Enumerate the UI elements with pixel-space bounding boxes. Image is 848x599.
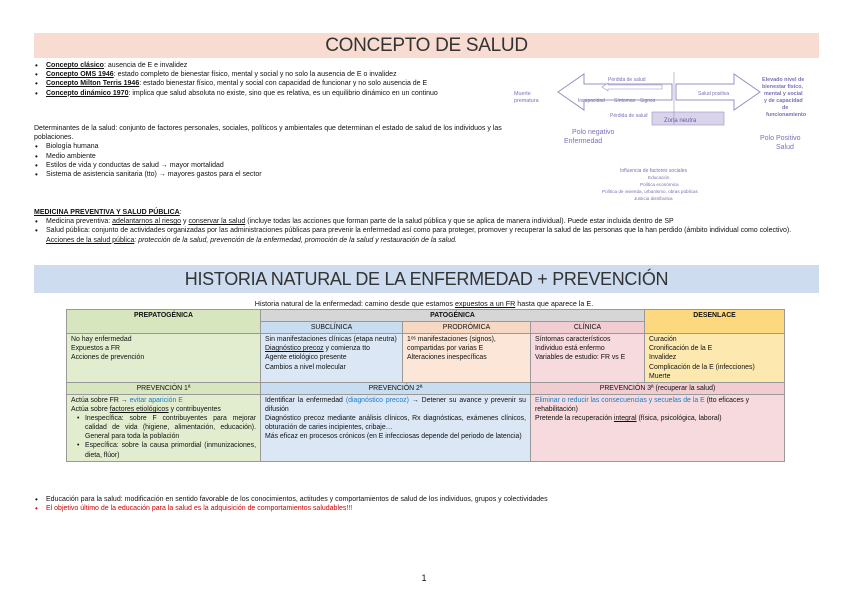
education-goal-item: • El objetivo último de la educación para la salud es la adquisición de comportamientos saludables!!! [34,504,819,513]
determinants-list [34,142,524,179]
signos-label: Signos [640,98,656,104]
medicina-header: MEDICINA PREVENTIVA Y SALUD PÚBLICA [34,209,180,216]
right-label-6: funcionamiento [766,112,807,118]
right-label-2: bienestar físico, [762,84,804,90]
determinant-item: • Medio ambiente [34,152,524,161]
page-number: 1 [421,573,427,583]
cell-prodromica: 1ᵒˢ manifestaciones (signos), compartidas por varias E Alteraciones inespecíficas [403,334,531,383]
cell-prevencion-1: Actúa sobre FR → evitar aparición E Actúa sobre factores etiológicos y contribuyentes • Inespecífica: sobre F contribuyentes para mejorar calidad de vida (higiene, alimentación, educación). General para toda la población • Específica: sobre la causa primordial (inmunizaciones, dieta, flúor) [67,394,261,461]
header-prevencion-2: PREVENCIÓN 2ª [261,382,531,394]
health-continuum-diagram [512,68,818,208]
concept-item: • Concepto clásico: ausencia de E e invalidez [34,61,514,70]
header-subclinica: SUBCLÍNICA [261,322,403,334]
concept-item: • Concepto OMS 1946: estado completo de bienestar físico, mental y social y no solo la ausencia de E o invalidez [34,70,514,79]
polo-positivo-2: Salud [776,144,794,151]
concept-item: • Concepto dinámico 1970: implica que salud absoluta no existe, sino que es relativa, es un equilibrio dinámico en un continuo [34,89,514,98]
influencia-item: Política económica [640,182,679,187]
influencia-item: Educación [648,175,670,180]
cell-desenlace: Curación Cronificación de la E Invalidez Complicación de la E (infecciones) Muerte [645,334,785,383]
right-label-5: de [782,105,789,111]
cell-subclinica: Sin manifestaciones clínicas (etapa neutra) Diagnóstico precoz y comienza tto Agente etiológico presente Cambios a nivel molecular [261,334,403,383]
header-prevencion-1: PREVENCIÓN 1ª [67,382,261,394]
right-label-4: y de capacidad [764,98,803,104]
cell-prepatogenica: No hay enfermedad Expuestos a FR Acciones de prevención [67,334,261,383]
concepts-list [34,61,514,98]
concept-item: • Concepto Milton Terris 1946: estado bienestar físico, mental y social con capacidad de funcionar y no solo ausencia de E [34,79,514,88]
determinant-item: • Sistema de asistencia sanitaria (tto) → mayores gastos para el sector [34,170,524,179]
prev1-sub-item: • Inespecífica: sobre F contribuyentes para mejorar calidad de vida (higiene, alimentación, educación). General para toda la población [77,414,256,441]
determinants-section [34,124,524,179]
right-label-1: Elevado nivel de [762,77,805,83]
history-table [66,309,785,462]
determinant-item: • Biología humana [34,142,524,151]
incapacidad-label: Incapacidad [578,98,605,104]
medicina-preventiva-item: • Medicina preventiva: adelantarnos al riesgo y conservar la salud (incluye todas las acciones que forman parte de la salud pública y que se aplica de manera individual). Puede estar incluida dentro de SP [34,217,819,226]
prev1-sub-item: • Específica: sobre la causa primordial (inmunizaciones, dieta, flúor) [77,441,256,459]
page-title-banner [34,33,819,58]
determinant-item: • Estilos de vida y conductas de salud → mayor mortalidad [34,161,524,170]
page-title: CONCEPTO DE SALUD [325,35,528,56]
header-prodromica: PRODRÓMICA [403,322,531,334]
history-caption: Historia natural de la enfermedad: camino desde que estamos expuestos a un FR hasta que aparece la E. [254,299,594,308]
header-prepatogenica: PREPATOGÉNICA [67,310,261,334]
polo-negativo-1: Polo negativo [572,129,615,136]
cell-prevencion-3: Eliminar o reducir las consecuencias y secuelas de la E (tto eficaces y rehabilitación) Pretende la recuperación integral (física, psicológica, laboral) [531,394,785,461]
influencia-item: Política de vivienda, urbanismo, obras públicas [602,189,698,194]
influencia-title: Influencia de factores sociales [620,168,687,174]
zona-neutra-label: Zona neutra [664,118,697,124]
cell-prevencion-2: Identificar la enfermedad (diagnóstico precoz) → Detener su avance y prevenir su difusión Diagnóstico precoz mediante análisis clínicos, Rx diagnósticas, exámenes clínicos, obturación de caries incipientes, cribaje… Más eficaz en procesos crónicos (en E infecciosas depende del periodo de latencia) [261,394,531,461]
history-title-banner [34,265,819,293]
header-desenlace: DESENLACE [645,310,785,334]
left-label-2: prematura [514,98,539,104]
perdida-salud-top: Pérdida de salud [608,77,646,83]
history-title: HISTORIA NATURAL DE LA ENFERMEDAD + PREVENCIÓN [184,269,669,289]
medicina-preventiva-section: MEDICINA PREVENTIVA Y SALUD PÚBLICA: • Medicina preventiva: adelantarnos al riesgo y conservar la salud (incluye todas las acciones que forman parte de la salud pública y que se aplica de manera individual). Puede estar incluida dentro de SP • Salud pública: conjunto de actividades organizadas por las administraciones públicas para prevenir la enfermedad así como para proteger, promover y recuperar la salud de las personas que la han perdido (ámbito individual como colectivo). Acciones de la salud pública: protección de la salud, prevención de la enfermedad, promoción de la salud y restauración de la salud. [34,208,819,245]
salud-publica-item: • Salud pública: conjunto de actividades organizadas por las administraciones públicas para prevenir la enfermedad así como para proteger, promover y recuperar la salud de las personas que la han perdido (ámbito individual como colectivo). Acciones de la salud pública: protección de la salud, prevención de la enfermedad, promoción de la salud y restauración de la salud. [34,226,819,244]
education-section [34,495,819,513]
polo-negativo-2: Enfermedad [564,138,603,145]
salud-positiva-label: Salud positiva [698,91,730,97]
header-patogenica: PATOGÉNICA [261,310,645,322]
perdida-salud-bottom: Pérdida de salud [610,113,648,119]
cell-clinica: Síntomas característicos Individuo está enfermo Variables de estudio: FR vs E [531,334,645,383]
header-prevencion-3: PREVENCIÓN 3ª (recuperar la salud) [531,382,785,394]
medicina-list [34,217,819,245]
influencia-item: Justicia distributiva [634,196,673,201]
polo-positivo-1: Polo Positivo [760,135,801,142]
right-label-3: mental y social [764,91,803,97]
sintomas-label: Síntomas [614,98,636,104]
header-clinica: CLÍNICA [531,322,645,334]
determinants-intro: Determinantes de la salud: conjunto de factores personales, sociales, políticos y ambientales que determinan el estado de salud de los individuos y las poblaciones. [34,125,502,142]
education-item: • Educación para la salud: modificación en sentido favorable de los conocimientos, actitudes y comportamientos de salud de los individuos, grupos y colectividades [34,495,819,504]
left-label-1: Muerte [514,91,531,97]
